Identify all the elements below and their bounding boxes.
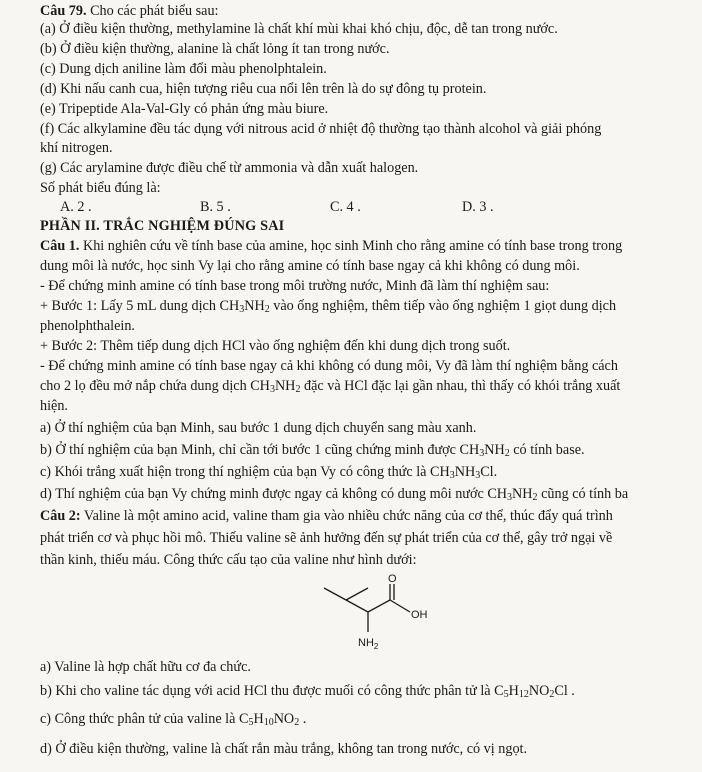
c2-line-1 xyxy=(40,508,613,525)
c2-c-h: H xyxy=(253,711,264,727)
q79-statement-g: (g) Các arylamine được điều chế từ ammonia và dẫn xuất halogen. xyxy=(40,160,419,176)
c2-statement-d: d) Ở điều kiện thường, valine là chất rắn màu trắng, không tan trong nước, có vị ngọt. xyxy=(40,741,528,757)
q79-statement-c: (c) Dung dịch aniline làm đổi màu phenolphtalein. xyxy=(40,61,327,77)
q79-label: Câu 79. xyxy=(40,3,87,19)
bond-methyl-1 xyxy=(324,588,346,600)
c2-b-h: H xyxy=(508,683,519,699)
q79-option-a: A. 2 . xyxy=(60,199,92,215)
valine-nh-sub: 2 xyxy=(373,642,379,651)
c2-line-2: phát triển cơ và phục hồi mô. Thiếu valine sẽ ảnh hưởng đến sự phát triển của cơ thể, gây trở ngại về xyxy=(40,530,613,546)
q79-title-line xyxy=(40,3,219,20)
c1-line-4-b: NH xyxy=(244,298,265,314)
valine-nh-text: NH xyxy=(358,637,374,649)
c1-line-4-sub2: 2 xyxy=(264,304,270,315)
c2-c-no: NO xyxy=(273,711,295,727)
valine-nh-label xyxy=(358,637,379,651)
c1-d-sub3: 3 xyxy=(507,492,513,503)
c2-c-s1: 5 xyxy=(248,717,254,728)
c2-b-s3: 2 xyxy=(549,689,555,700)
c2-c-s3: 2 xyxy=(294,717,300,728)
c1-label: Câu 1. xyxy=(40,238,80,254)
c1-line-3: - Để chứng minh amine có tính base trong môi trường nước, Minh đã làm thí nghiệm sau: xyxy=(40,278,550,294)
q79-statement-e: (e) Tripeptide Ala-Val-Gly có phản ứng màu biure. xyxy=(40,101,329,117)
c1-b-sub2: 2 xyxy=(504,448,510,459)
c1-line-4-a: + Bước 1: Lấy 5 mL dung dịch CH xyxy=(40,298,240,314)
c2-statement-b xyxy=(40,683,575,700)
q79-option-d: D. 3 . xyxy=(462,199,494,215)
c1-b-nh: NH xyxy=(484,442,505,458)
c2-c-text: c) Công thức phân tử của valine là C xyxy=(40,711,249,727)
c1-line-5: phenolphthalein. xyxy=(40,318,135,334)
c1-line-8-sub3: 3 xyxy=(269,384,275,395)
c1-d-nh: NH xyxy=(512,486,533,502)
c1-c-end: Cl. xyxy=(480,464,498,480)
c1-line-8 xyxy=(40,378,620,395)
c1-d-sub2: 2 xyxy=(532,492,538,503)
c2-c-end: . xyxy=(299,711,307,727)
c1-statement-c xyxy=(40,464,497,481)
valine-bonds xyxy=(324,584,410,632)
c1-statement-b xyxy=(40,442,585,459)
c2-b-text: b) Khi cho valine tác dụng với acid HCl thu được muối có công thức phân tử là C xyxy=(40,683,504,699)
c2-b-no: NO xyxy=(528,683,550,699)
c1-line-9: hiện. xyxy=(40,398,68,414)
c1-line-8-sub2: 2 xyxy=(295,384,301,395)
c1-c-sub3: 3 xyxy=(449,470,455,481)
c2-line-3: thần kinh, thiếu máu. Công thức cấu tạo của valine như hình dưới: xyxy=(40,552,417,568)
q79-statement-f-cont: khí nitrogen. xyxy=(40,140,113,156)
c1-text-1: Khi nghiên cứu về tính base của amine, học sinh Minh cho rằng amine có tính base trong trong xyxy=(79,238,623,254)
c1-b-end: có tính base. xyxy=(509,442,585,458)
c1-c-text: c) Khói trắng xuất hiện trong thí nghiệm của bạn Vy có công thức là CH xyxy=(40,464,450,480)
valine-oh-label: OH xyxy=(411,609,428,621)
c2-b-s1: 5 xyxy=(503,689,509,700)
c1-statement-a: a) Ở thí nghiệm của bạn Minh, sau bước 1 dung dịch chuyển sang màu xanh. xyxy=(40,420,477,436)
c2-label: Câu 2: xyxy=(40,508,81,524)
c2-statement-c xyxy=(40,711,306,728)
c1-line-8-a: cho 2 lọ đều mở nắp chứa dung dịch CH xyxy=(40,378,270,394)
c1-line-8-b: NH xyxy=(274,378,296,394)
q79-option-c: C. 4 . xyxy=(330,199,361,215)
c2-statement-a: a) Valine là hợp chất hữu cơ đa chức. xyxy=(40,659,251,675)
valine-structure xyxy=(318,574,442,664)
q79-statement-f: (f) Các alkylamine đều tác dụng với nitrous acid ở nhiệt độ thường tạo thành alcohol và giải phóng xyxy=(40,121,602,137)
q79-statement-b: (b) Ở điều kiện thường, alanine là chất lỏng ít tan trong nước. xyxy=(40,41,390,57)
c1-line-6: + Bước 2: Thêm tiếp dung dịch HCl vào ống nghiệm đến khi dung dịch trong suốt. xyxy=(40,338,511,354)
c1-c-sub3b: 3 xyxy=(475,470,481,481)
c1-b-sub3: 3 xyxy=(479,448,485,459)
c1-b-text: b) Ở thí nghiệm của bạn Minh, chỉ cần tới bước 1 cũng chứng minh được CH xyxy=(40,442,480,458)
c1-d-text: d) Thí nghiệm của bạn Vy chứng minh được ngay cả không có dung môi nước CH xyxy=(40,486,508,502)
c2-b-cl: Cl . xyxy=(554,683,575,699)
c2-b-s2: 12 xyxy=(518,689,529,700)
c1-c-nh: NH xyxy=(454,464,476,480)
c1-line-2: dung môi là nước, học sinh Vy lại cho rằng amine có tính base ngay cả khi không có dung môi. xyxy=(40,258,580,274)
q79-prompt: Số phát biểu đúng là: xyxy=(40,180,161,196)
c2-text-1: Valine là một amino acid, valine tham gia vào nhiều chức năng của cơ thể, thúc đẩy quá trình xyxy=(80,508,613,524)
q79-option-b: B. 5 . xyxy=(200,199,231,215)
c1-line-4 xyxy=(40,298,616,315)
bond-c-oh xyxy=(390,600,410,612)
c1-statement-d xyxy=(40,486,628,503)
c1-line-7: - Để chứng minh amine có tính base ngay cả khi không có dung môi, Vy đã làm thí nghiệm bằng cách xyxy=(40,358,618,374)
bond-ca-cb xyxy=(346,600,368,612)
valine-o-label: O xyxy=(388,574,397,585)
c1-line-4-sub3: 3 xyxy=(239,304,245,315)
c1-line-1 xyxy=(40,238,622,255)
c2-c-s2: 10 xyxy=(263,717,274,728)
bond-methyl-2 xyxy=(346,588,368,600)
q79-statement-a: (a) Ở điều kiện thường, methylamine là chất khí mùi khai khó chịu, độc, dễ tan trong nước. xyxy=(40,21,558,37)
bond-ca-c xyxy=(368,600,390,612)
c1-line-8-c: đặc và HCl đặc lại gần nhau, thì thấy có khói trắng xuất xyxy=(300,378,621,394)
q79-statement-d: (d) Khi nấu canh cua, hiện tượng riêu cua nổi lên trên là do sự đông tụ protein. xyxy=(40,81,487,97)
part2-heading: PHẦN II. TRẮC NGHIỆM ĐÚNG SAI xyxy=(40,218,285,234)
c1-d-end: cũng có tính ba xyxy=(537,486,629,502)
c1-line-4-c: vào ống nghiệm, thêm tiếp vào ống nghiệm 1 giọt dung dịch xyxy=(269,298,617,314)
q79-title-text: Cho các phát biểu sau: xyxy=(86,3,219,19)
